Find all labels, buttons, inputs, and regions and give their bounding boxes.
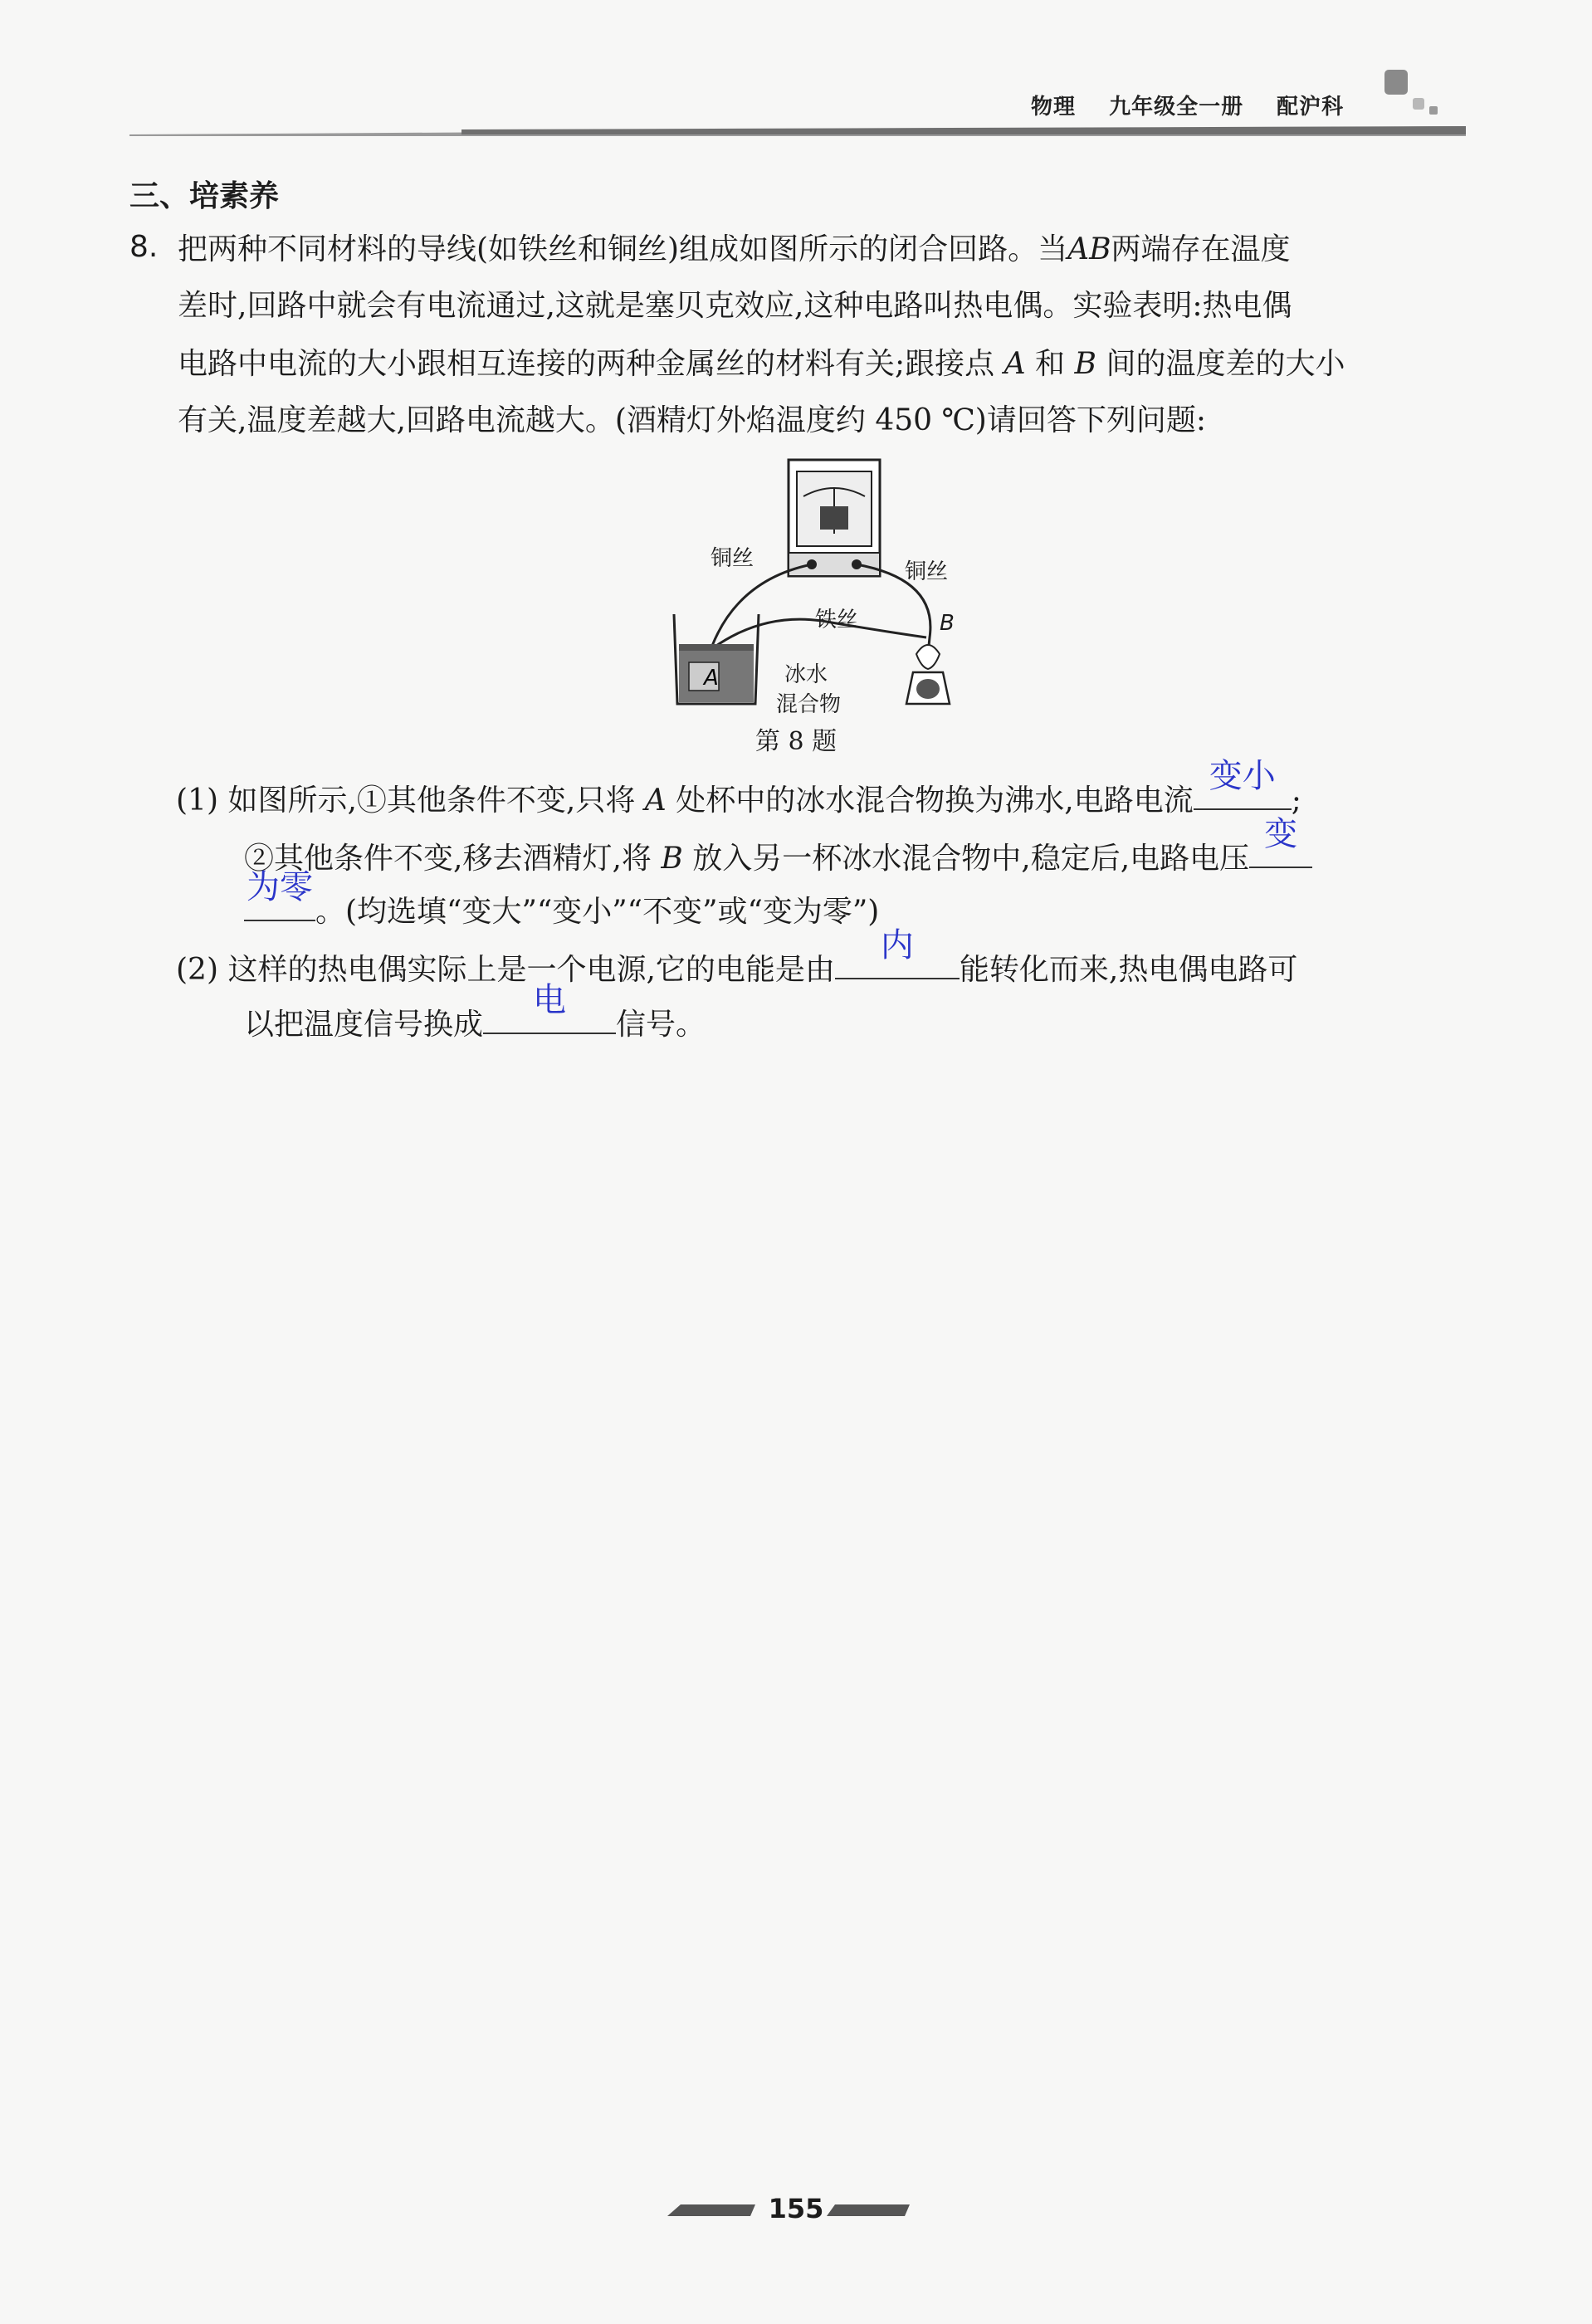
header-subject: 物理 — [1031, 95, 1077, 120]
handwritten-answer-2a: 变 — [1264, 815, 1298, 853]
question-line-4: 有关,温度差越大,回路电流越大。(酒精灯外焰温度约 450 ℃)请回答下列问题: — [178, 403, 1206, 437]
label-iron: 铁丝 — [815, 608, 859, 632]
page-number: 155 — [768, 2193, 824, 2224]
answer-blank-4[interactable] — [483, 981, 616, 1034]
part2-line-2: 以把温度信号换成 电 信号。 — [244, 1001, 706, 1043]
header-edition: 配沪科 — [1277, 95, 1345, 120]
question-line-3: 电路中电流的大小跟相互连接的两种金属丝的材料有关;跟接点 A 和 B 间的温度差的大小 — [178, 347, 1345, 381]
label-mix-1: 冰水 — [784, 662, 828, 687]
section-title: 三、培素养 — [129, 179, 280, 213]
answer-blank-1[interactable] — [1194, 757, 1292, 810]
handwritten-answer-3: 内 — [880, 926, 914, 964]
question-number: 8. — [129, 230, 159, 264]
alcohol-lamp-icon — [906, 645, 950, 704]
answer-blank-2b[interactable] — [244, 868, 315, 921]
part2-number: (2) — [176, 953, 218, 987]
header-decoration — [1378, 66, 1461, 124]
figure-caption: 第 8 题 — [754, 727, 838, 756]
handwritten-answer-4: 电 — [533, 981, 567, 1019]
part1-line-3: 为零 。(均选填“变大”“变小”“不变”或“变为零”) — [244, 888, 879, 930]
question-line-2: 差时,回路中就会有电流通过,这就是塞贝克效应,这种电路叫热电偶。实验表明:热电偶 — [178, 289, 1292, 323]
part1-number: (1) — [176, 784, 218, 818]
part1-line-1: (1) 如图所示,①其他条件不变,只将 A 处杯中的冰水混合物换为沸水,电路电流 变小 ; — [176, 777, 1301, 819]
label-b: B — [940, 611, 955, 636]
galvanometer-icon — [789, 460, 880, 576]
question-line-1: 把两种不同材料的导线(如铁丝和铜丝)组成如图所示的闭合回路。当AB两端存在温度 — [178, 232, 1291, 266]
header-grade: 九年级全一册 — [1109, 95, 1244, 120]
answer-blank-3[interactable] — [835, 926, 960, 979]
label-copper-left: 铜丝 — [711, 546, 754, 571]
handwritten-answer-1: 变小 — [1209, 757, 1276, 795]
answer-blank-2a[interactable] — [1249, 815, 1312, 868]
part1-line-2: ②其他条件不变,移去酒精灯,将 B 放入另一杯冰水混合物中,稳定后,电路电压 变 — [244, 835, 1312, 877]
page-header — [1031, 90, 1369, 120]
label-mix-2: 混合物 — [776, 692, 842, 717]
handwritten-answer-2b: 为零 — [247, 868, 313, 906]
label-copper-right: 铜丝 — [905, 559, 949, 584]
part2-line-1: (2) 这样的热电偶实际上是一个电源,它的电能是由 内 能转化而来,热电偶电路可 — [176, 946, 1297, 989]
var-ab: AB — [1067, 232, 1111, 266]
label-a: A — [704, 666, 719, 691]
header-rule — [129, 124, 1466, 139]
